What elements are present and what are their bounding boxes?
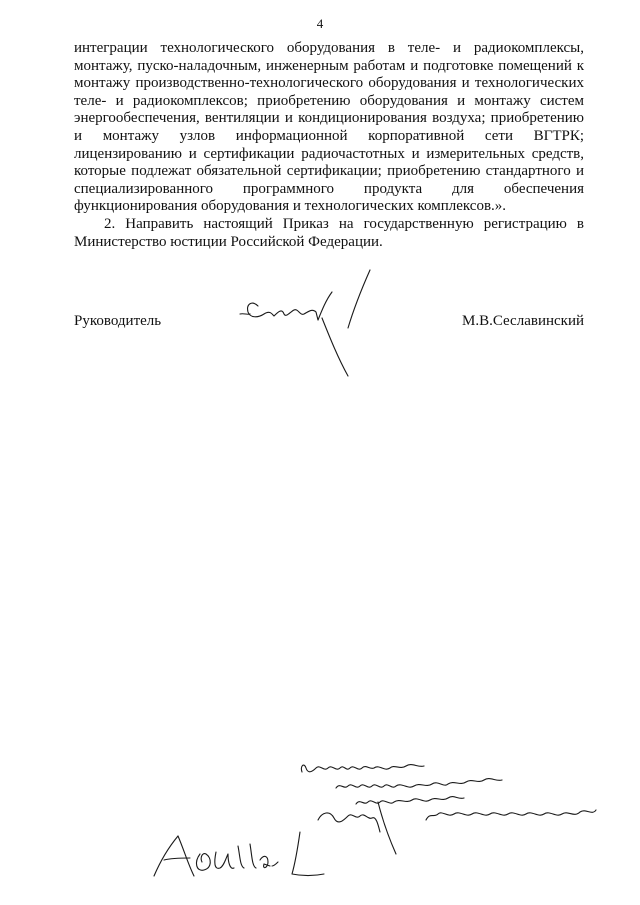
- signatory-role: Руководитель: [74, 313, 162, 329]
- paragraph-continuation: интеграции технологического оборудования в теле- и радиокомплексы, монтажу, пуско-наладочным, инженерным работам и подготовке помещений к монтажу производственно-технологического оборудования и технологических теле- и радиокомплексов; приобретению оборудования и монтажу систем энергообеспечения, вентиляции и кондиционирования воздуха; приобретению и монтажу узлов информационной корпоративной сети ВГТРК; лицензированию и сертификации радиочастотных и измерительных средств, которые подлежат обязательной сертификации; приобретению стандартного и специализированного программного продукта для обеспечения функционирования оборудования и технологических комплексов.».: [74, 40, 584, 215]
- initials-signature: [150, 828, 330, 882]
- document-body: [74, 40, 584, 251]
- signature-image: [238, 268, 378, 380]
- page-number: 4: [316, 16, 324, 31]
- signatory-name: М.В.Сеславинский: [462, 313, 584, 329]
- paragraph-registration: 2. Направить настоящий Приказ на государственную регистрацию в Министерство юстиции Российской Федерации.: [74, 215, 584, 250]
